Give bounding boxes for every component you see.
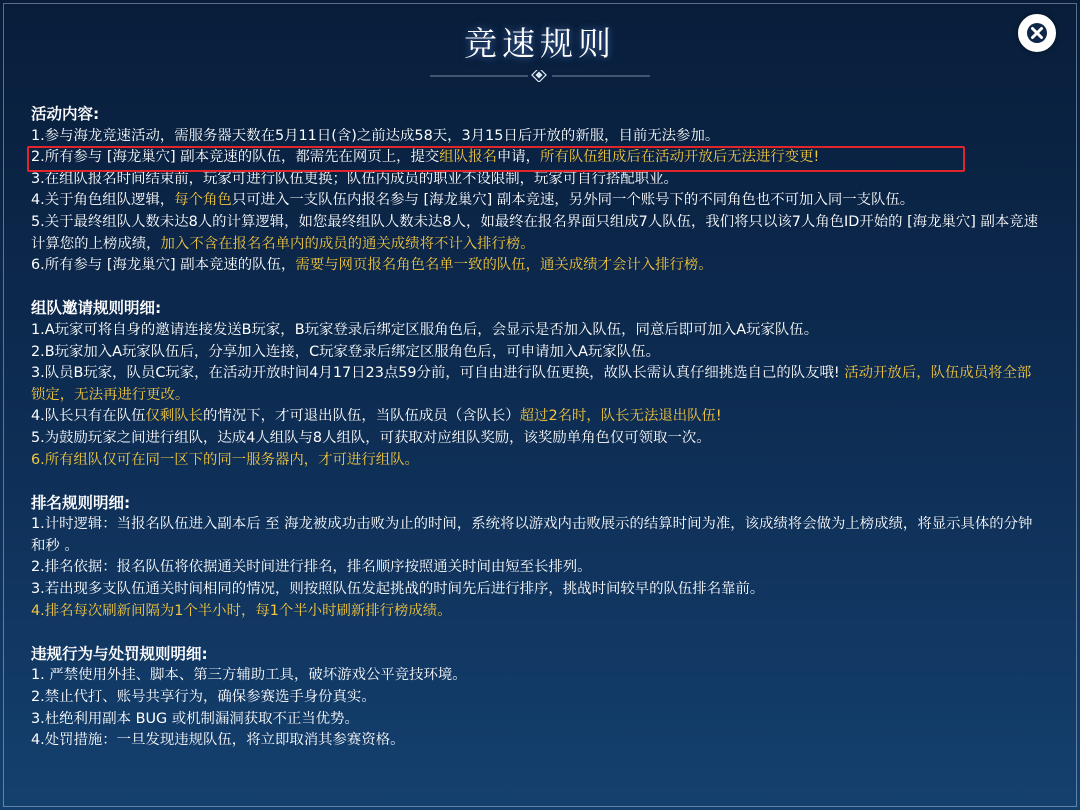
rule-line: [31, 169, 1041, 191]
rule-text: 3.队员B玩家，队员C玩家，在活动开放时间4月17日23点59分前，可自由进行队伍更换，故队长需认真仔细挑选自己的队友哦!: [31, 365, 845, 382]
rule-text: 2.B玩家加入A玩家队伍后，分享加入连接，C玩家登录后绑定区服角色后，可申请加入A玩家队伍。: [31, 343, 660, 360]
rule-line: [31, 601, 1041, 623]
rule-line: [31, 363, 1041, 406]
highlighted-text: 仅剩队长: [145, 408, 204, 425]
rules-content: [31, 104, 1041, 773]
dialog-header: [0, 18, 1080, 65]
rule-text: 申请，: [496, 149, 541, 166]
rule-line: [31, 687, 1041, 709]
close-button[interactable]: [1018, 14, 1056, 52]
rules-section: [31, 298, 1041, 471]
rule-text: 2.所有参与 [海龙巢穴] 副本竞速的队伍，都需先在网页上，提交: [31, 149, 440, 166]
rule-line: [31, 557, 1041, 579]
rule-line: [31, 450, 1041, 472]
rule-line: [31, 320, 1041, 342]
rule-line: [31, 255, 1041, 277]
rule-line: [31, 406, 1041, 428]
rule-text: 只可进入一支队伍内报名参与 [海龙巢穴] 副本竞速，另外同一个账号下的不同角色也不可加入同一支队伍。: [231, 192, 915, 209]
rule-text: 1. 严禁使用外挂、脚本、第三方辅助工具，破坏游戏公平竞技环境。: [31, 667, 467, 684]
rule-text: 3.若出现多支队伍通关时间相同的情况，则按照队伍发起挑战的时间先后进行排序，挑战时间较早的队伍排名靠前。: [31, 581, 765, 598]
highlighted-text: 需要与网页报名角色名单一致的队伍，通关成绩才会计入排行榜。: [295, 257, 713, 274]
section-heading: 活动内容:: [31, 105, 100, 123]
highlighted-text: 4.排名每次刷新间隔为1个半小时，每1个半小时刷新排行榜成绩。: [31, 602, 452, 619]
rule-text: 2.排名依据：报名队伍将依据通关时间进行排名，排名顺序按照通关时间由短至长排列。: [31, 559, 592, 576]
rule-line: [31, 665, 1041, 687]
title-divider-ornament: [430, 70, 650, 82]
rule-line: [31, 514, 1041, 557]
rule-text: 1.计时逻辑：当报名队伍进入副本后 至 海龙被成功击败为止的时间，系统将以游戏内击败展示的结算时间为准，该成绩将会做为上榜成绩，将显示具体的分钟和秒 。: [31, 516, 1033, 554]
section-heading: 排名规则明细:: [31, 493, 131, 512]
rule-text: 6.所有参与 [海龙巢穴] 副本竞速的队伍，: [31, 257, 296, 274]
rule-line: [31, 342, 1041, 364]
rules-section: [31, 493, 1041, 623]
rule-text: 4.处罚措施：一旦发现违规队伍，将立即取消其参赛资格。: [31, 732, 405, 749]
rule-text: 2.禁止代打、账号共享行为，确保参赛选手身份真实。: [31, 689, 376, 706]
rule-line: [31, 579, 1041, 601]
highlighted-text: 加入不含在报名名单内的成员的通关成绩将不计入排行榜。: [160, 235, 535, 252]
highlighted-text: 组队报名: [439, 149, 497, 166]
rules-section: [31, 644, 1041, 752]
highlighted-text: 所有队伍组成后在活动开放后无法进行变更!: [540, 149, 820, 166]
close-icon: [1026, 22, 1048, 44]
highlighted-text: 6.所有组队仅可在同一区下的同一服务器内，才可进行组队。: [31, 451, 419, 468]
section-heading: 组队邀请规则明细:: [31, 299, 162, 318]
highlighted-text: 每个角色: [174, 192, 232, 209]
rule-text: 1.参与海龙竞速活动，需服务器天数在5月11日(含)之前达成58天，3月15日后开放的新服，目前无法参加。: [31, 127, 720, 144]
rule-line: [31, 730, 1041, 752]
rule-line: [31, 428, 1041, 450]
rule-line: [31, 212, 1041, 255]
rule-text: 1.A玩家可将自身的邀请连接发送B玩家，B玩家登录后绑定区服角色后，会显示是否加入队伍，同意后即可加入A玩家队伍。: [31, 321, 819, 338]
rule-text: 5.关于最终组队人数未达8人的计算逻辑，如您最终组队人数未达8人，如最终在报名界面只组成7人队伍，我们将只以该7人角色ID开始的 [海龙巢穴] 副本竞速 计算您的上榜成绩，: [31, 213, 1039, 252]
dialog-title: 竞速规则: [464, 24, 616, 63]
section-heading: 违规行为与处罚规则明细:: [31, 644, 208, 663]
rule-line: [31, 147, 1041, 169]
rule-text: 3.杜绝利用副本 BUG 或机制漏洞获取不正当优势。: [31, 710, 359, 727]
rule-text: 4.队长只有在队伍: [31, 408, 146, 425]
highlighted-text: 活动开放后，队伍成员将全部锁定，无法再进行更改。: [31, 365, 1032, 403]
rule-text: 的情况下，才可退出队伍，当队伍成员（含队长）: [203, 408, 520, 425]
rule-line: [31, 190, 1041, 212]
rule-text: 3.在组队报名时间结束前，玩家可进行队伍更换；队伍内成员的职业不设限制，玩家可自行搭配职业。: [31, 170, 678, 187]
rules-section: [31, 104, 1041, 277]
rule-line: [31, 709, 1041, 731]
rule-line: [31, 126, 1041, 148]
rule-text: 4.关于角色组队逻辑，: [31, 192, 175, 209]
highlighted-text: 超过2名时，队长无法退出队伍!: [519, 408, 722, 425]
rule-text: 5.为鼓励玩家之间进行组队，达成4人组队与8人组队，可获取对应组队奖励，该奖励单角色仅可领取一次。: [31, 429, 711, 446]
